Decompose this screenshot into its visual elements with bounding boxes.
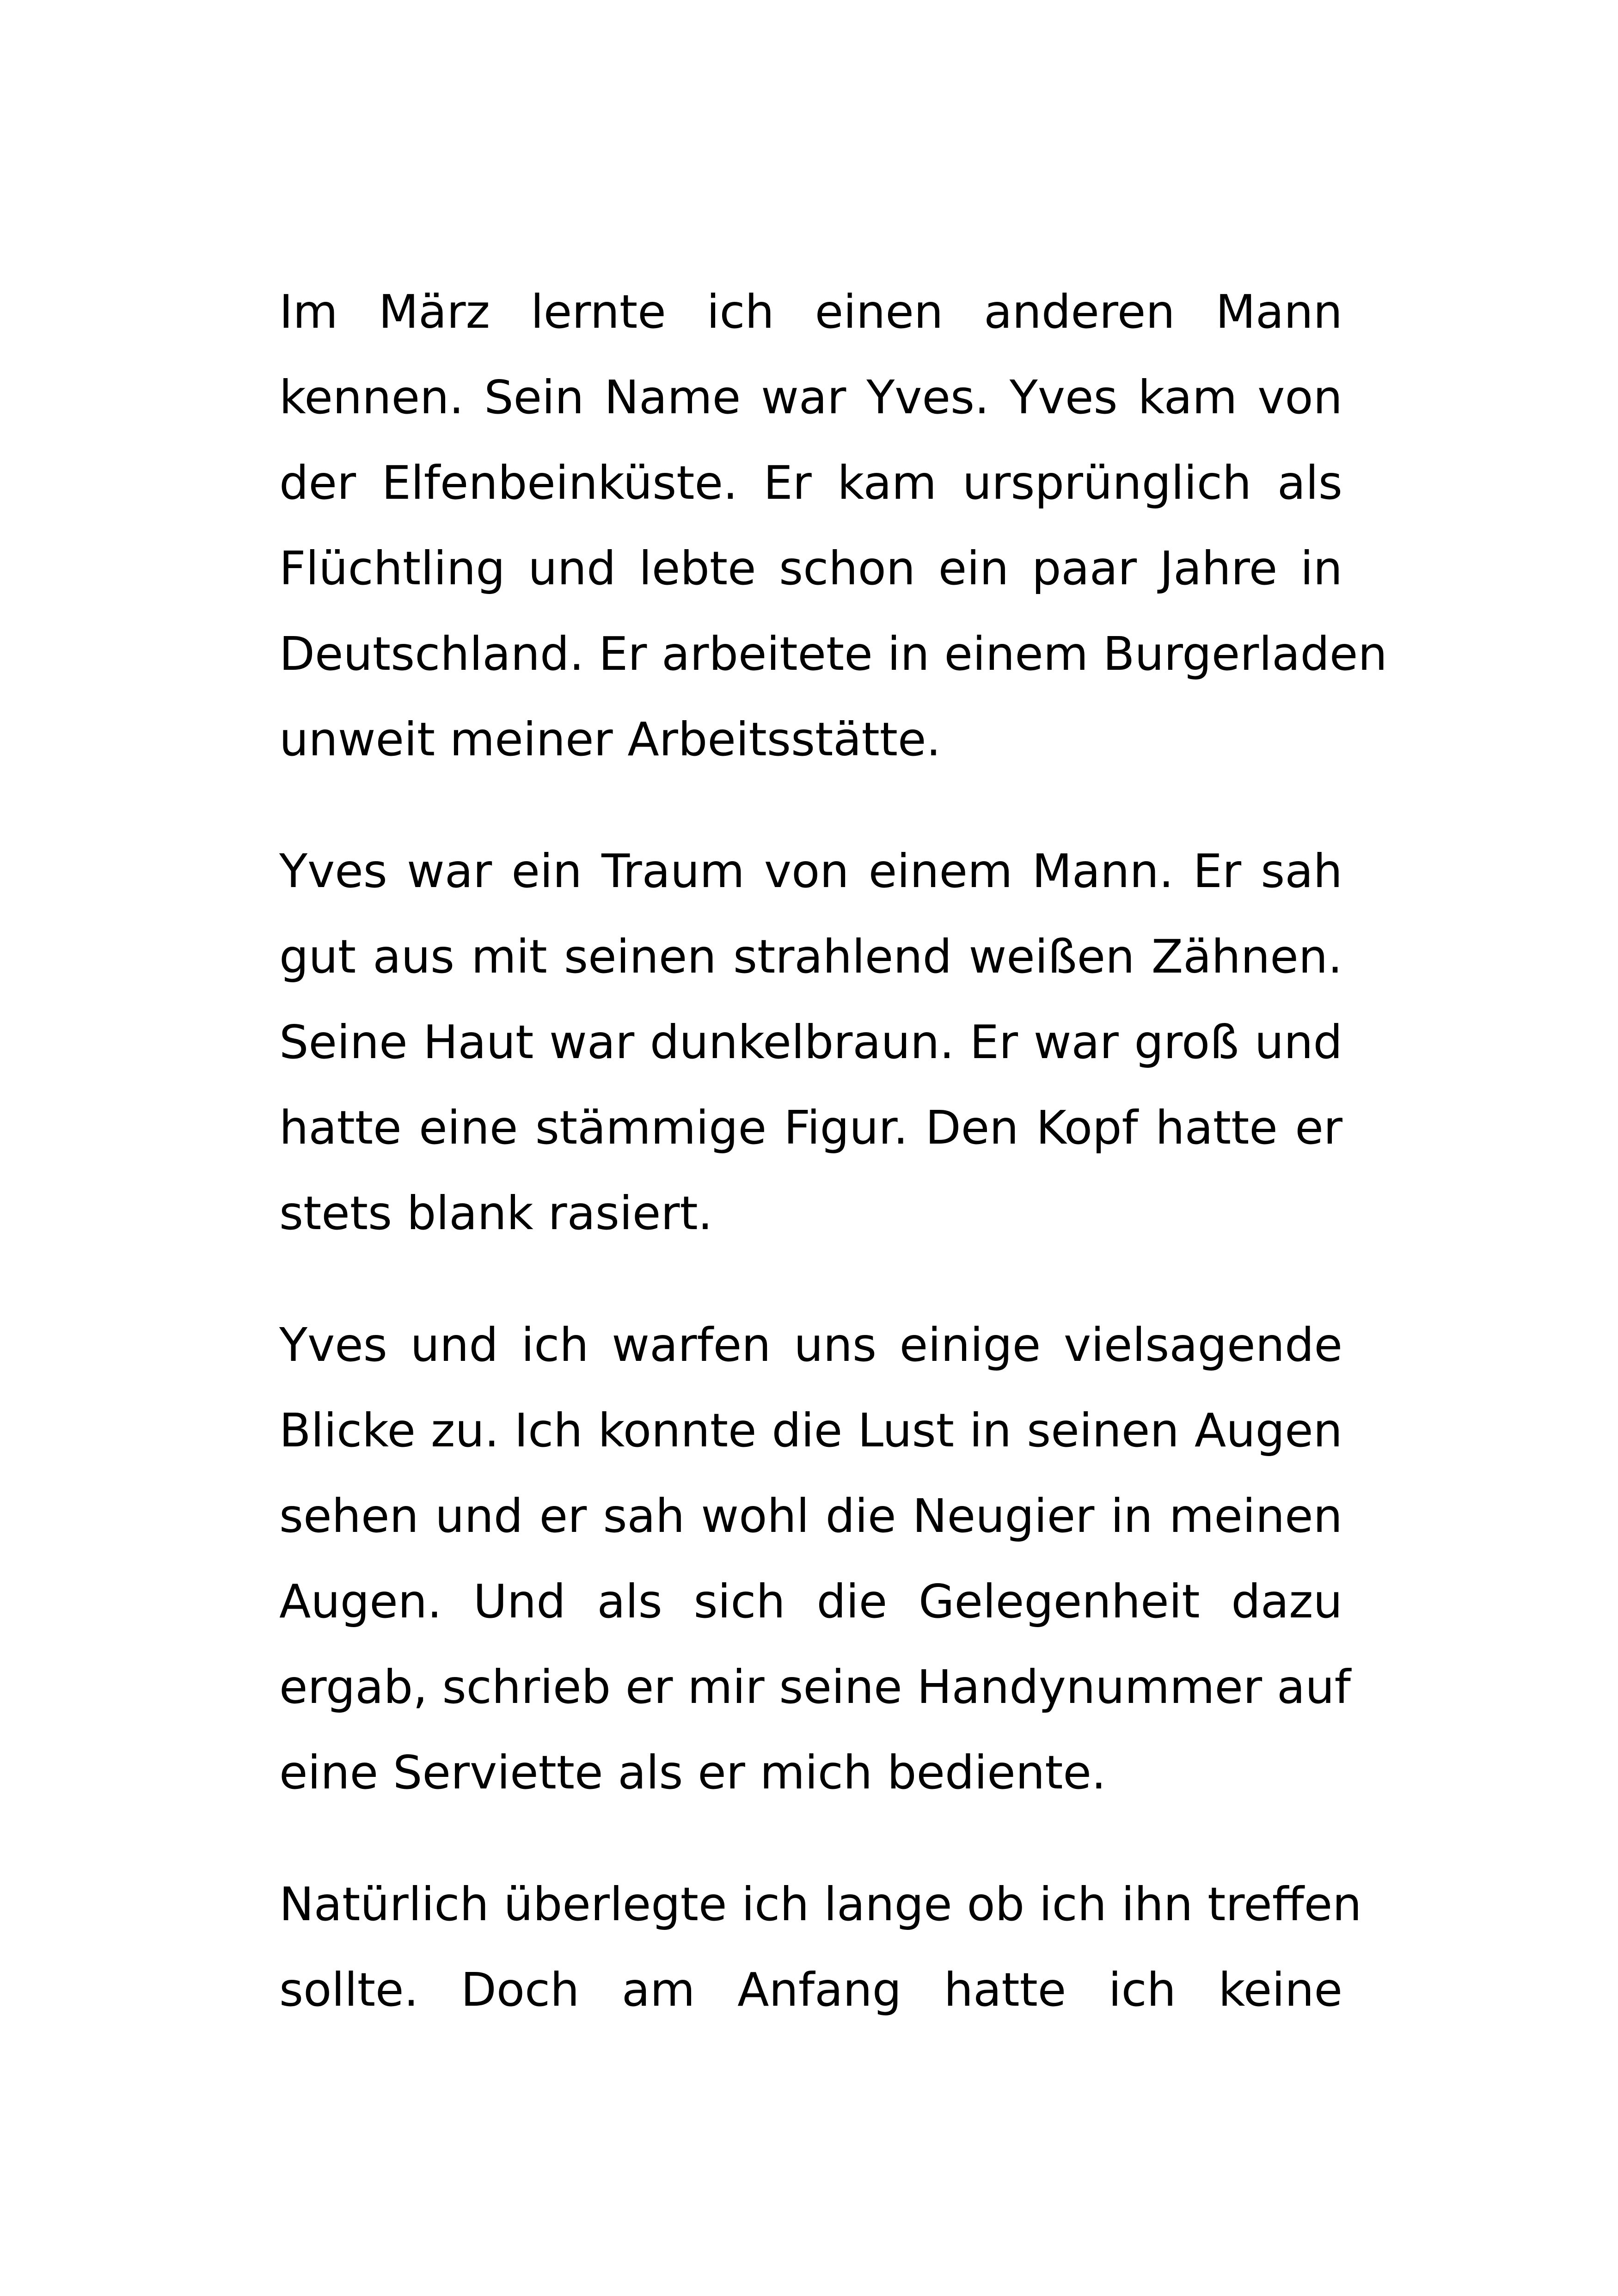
paragraph-1 <box>279 269 1387 782</box>
text-line: Blicke zu. Ich konnte die Lust in seinen Augen <box>279 1403 1342 1457</box>
text-line: gut aus mit seinen strahlend weißen Zähnen. <box>279 930 1342 984</box>
text-line: unweit meiner Arbeitsstätte. <box>279 712 941 766</box>
paragraph-3 <box>279 1302 1351 1815</box>
text-line: Seine Haut war dunkelbraun. Er war groß und <box>279 1015 1342 1069</box>
text-line: der Elfenbeinküste. Er kam ursprünglich als <box>279 456 1342 510</box>
text-line: Im März lernte ich einen anderen Mann <box>279 285 1342 339</box>
text-line: Flüchtling und lebte schon ein paar Jahre in <box>279 541 1342 595</box>
text-line: ergab, schrieb er mir seine Handynummer auf <box>279 1660 1351 1714</box>
text-line: eine Serviette als er mich bediente. <box>279 1745 1106 1800</box>
text-line: Natürlich überlegte ich lange ob ich ihn treffen <box>279 1877 1362 1931</box>
text-line: kennen. Sein Name war Yves. Yves kam von <box>279 370 1342 424</box>
text-line: sehen und er sah wohl die Neugier in meinen <box>279 1489 1342 1543</box>
paragraph-2 <box>279 828 1342 1256</box>
text-line: Yves war ein Traum von einem Mann. Er sah <box>279 844 1342 898</box>
text-line: Yves und ich warfen uns einige vielsagende <box>279 1318 1342 1372</box>
text-line: stets blank rasiert. <box>279 1186 713 1240</box>
text-line: Deutschland. Er arbeitete in einem Burgerladen <box>279 627 1387 681</box>
text-line: sollte. Doch am Anfang hatte ich keine <box>279 1963 1342 2017</box>
paragraph-4 <box>279 1861 1362 2033</box>
text-line: Augen. Und als sich die Gelegenheit dazu <box>279 1574 1342 1629</box>
body-text <box>279 269 1387 2033</box>
text-line: hatte eine stämmige Figur. Den Kopf hatte er <box>279 1101 1342 1155</box>
